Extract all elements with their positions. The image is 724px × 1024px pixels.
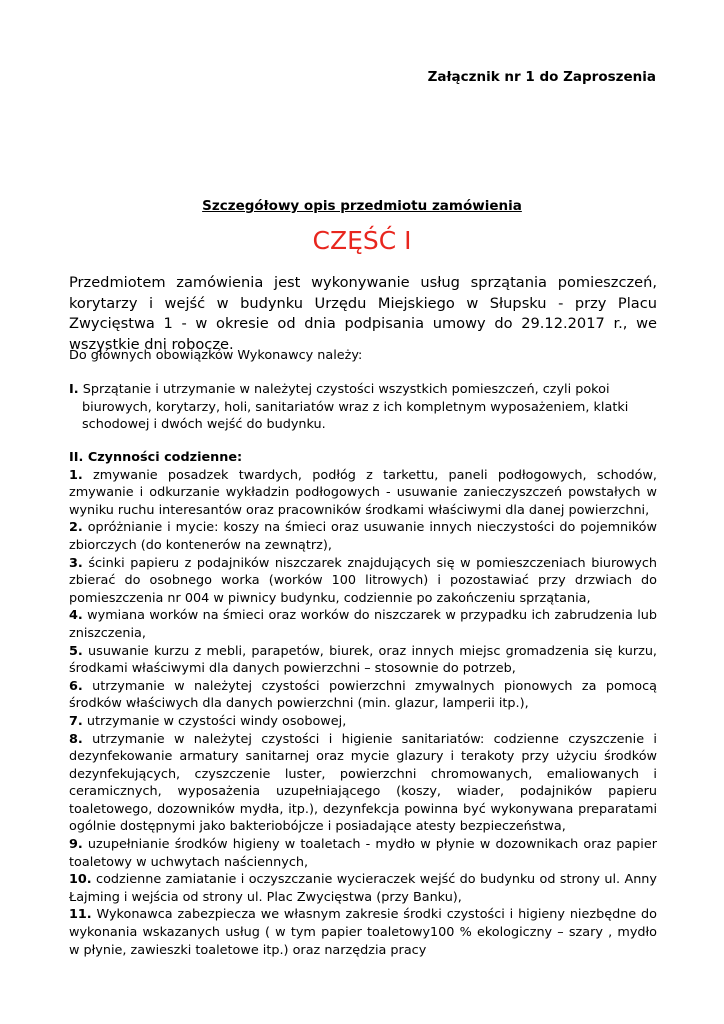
list-item [69,467,657,520]
list-item-text: utrzymanie w należytej czystości i higienie sanitariatów: codzienne czyszczenie i dezynfekowanie armatury sanitarnej oraz mycie glazury i terakoty przy użyciu środków dezynfekujących, czyszczenie luster, powierzchni chromowanych, emaliowanych i ceramicznych, wyposażenia uzupełniającego (koszy, wiader, podajników papieru toaletowego, dozowników mydła, itp.), dezynfekcja powinna być wykonywana preparatami ogólnie dostępnymi jako bakteriobójcze i posiadające atesty bezpieczeństwa, [69,731,657,835]
list-item-number: 4. [69,608,83,624]
list-item-text: utrzymanie w należytej czystości powierzchni zmywalnych pionowych za pomocą środków właściwych dla danych powierzchni (min. glazur, lamperii itp.), [69,678,657,712]
list-item-number: 3. [69,555,83,571]
list-item-text: uzupełnianie środków higieny w toaletach - mydło w płynie w dozownikach oraz papier toaletowy w uchwytach naściennych, [69,837,657,870]
list-item [69,871,657,906]
list-item [69,643,657,678]
list-item [69,519,657,554]
list-item [69,678,657,713]
list-item-text: zmywanie posadzek twardych, podłóg z tarkettu, paneli podłogowych, schodów, zmywanie i odkurzanie wykładzin podłogowych - usuwanie zanieczyszczeń powstałych w wyniku ruchu interesantów oraz pracowników środkami właściwymi dla danej powierzchni, [69,467,657,518]
list-item [69,607,657,642]
section-1-text: Sprzątanie i utrzymanie w należytej czystości wszystkich pomieszczeń, czyli pokoi biurowych, korytarzy, holi, sanitariatów wraz z ich kompletnym wyposażeniem, klatki schodowej i dwóch wejść do budynku. [82,382,629,433]
section-2 [69,449,657,959]
document-title: Szczegółowy opis przedmiotu zamówienia [202,198,522,214]
section-1-number: I. [69,382,79,397]
list-item-number: 11. [69,907,92,923]
list-item [69,713,657,731]
intro-paragraph: Przedmiotem zamówienia jest wykonywanie usług sprzątania pomieszczeń, korytarzy i wejść w budynku Urzędu Miejskiego w Słupsku - przy Placu Zwycięstwa 1 - w okresie od dnia podpisania umowy do 29.12.2017 r., we wszystkie dni robocze. [69,274,657,353]
list-item [69,731,657,837]
list-item-number: 7. [69,713,83,729]
section-1 [69,381,659,434]
annex-header: Załącznik nr 1 do Zaproszenia [427,69,656,85]
list-item-text: codzienne zamiatanie i oczyszczanie wycieraczek wejść do budynku od strony ul. Anny Łajming i wejścia od strony ul. Plac Zwycięstwa (przy Banku), [69,872,657,905]
list-item-number: 9. [69,837,83,853]
list-item [69,836,657,871]
list-item-number: 6. [69,678,83,694]
list-item-number: 10. [69,872,92,888]
list-item-number: 5. [69,643,83,659]
list-item [69,906,657,959]
list-item-text: Wykonawca zabezpiecza we własnym zakresie środki czystości i higieny niezbędne do wykonania wskazanych usług ( w tym papier toaletowy100 % ekologiczny – szary , mydło w płynie, zawieszki toaletowe itp.) oraz narzędzia pracy [69,907,657,958]
list-item-number: 2. [69,520,83,536]
list-item-text: wymiana worków na śmieci oraz worków do niszczarek w przypadku ich zabrudzenia lub zniszczenia, [69,608,657,641]
list-item-text: ścinki papieru z podajników niszczarek znajdujących się w pomieszczeniach biurowych zbierać do osobnego worka (worków 100 litrowych) i pozostawiać przy drzwiach do pomieszczenia nr 004 w piwnicy budynku, codziennie po zakończeniu sprzątania, [69,555,657,606]
duties-lead: Do głównych obowiązków Wykonawcy należy: [69,348,363,363]
list-item-text: utrzymanie w czystości windy osobowej, [86,713,347,729]
list-item-number: 1. [69,467,83,483]
part-heading: CZĘŚĆ I [312,226,412,255]
list-item-text: usuwanie kurzu z mebli, parapetów, biurek, oraz innych miejsc gromadzenia się kurzu, środkami właściwymi dla danych powierzchni – stosownie do potrzeb, [69,643,657,677]
section-1-body [69,381,659,434]
section-2-list [69,467,657,960]
list-item-text: opróżnianie i mycie: koszy na śmieci oraz usuwanie innych nieczystości do pojemników zbiorczych (do kontenerów na zewnątrz), [69,520,657,553]
list-item-number: 8. [69,731,83,747]
list-item [69,555,657,608]
section-2-heading: II. Czynności codzienne: [69,450,243,465]
